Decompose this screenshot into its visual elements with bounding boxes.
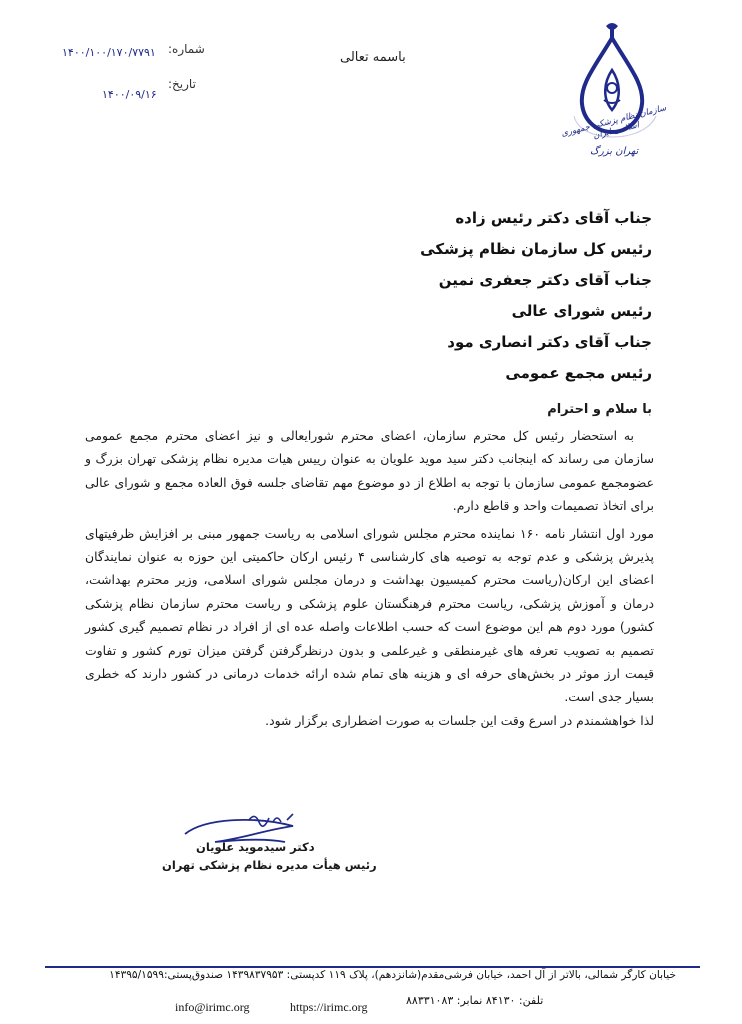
recipient-line: رئیس مجمع عمومی xyxy=(505,364,652,382)
recipient-line: رئیس شورای عالی xyxy=(511,302,652,320)
letter-number-label: شماره: xyxy=(168,42,205,56)
signatory-name: دکتر سیدموید علویان xyxy=(196,840,315,854)
recipient-line: جناب آقای دکتر رئیس زاده xyxy=(455,209,652,227)
logo-org-name: سازمان نظام پزشکی جمهوری اسلامی ایران xyxy=(560,103,668,142)
salutation: با سلام و احترام xyxy=(547,402,652,417)
letter-number-value: ۱۴۰۰/۱۰۰/۱۷۰/۷۷۹۱ xyxy=(62,46,156,59)
letter-date-label: تاریخ: xyxy=(168,77,196,91)
recipient-line: جناب آقای دکتر انصاری مود xyxy=(447,333,652,351)
footer-email-link[interactable]: info@irimc.org xyxy=(175,1000,250,1014)
body-paragraph-3: لذا خواهشمندم در اسرع وقت این جلسات به صورت اضطراری برگزار شود. xyxy=(265,712,654,728)
body-paragraph-2: مورد اول انتشار نامه ۱۶۰ نماینده محترم مجلس شورای اسلامی به ریاست جمهور مبنی بر افزایش ظرفیتهای پذیرش پزشکی و عدم توجه به توصیه های کارشناسی ۴ رئیس ارکان حاکمیتی این حوزه به عنوان نمایندگان اعضای این ارکان(ریاست محترم کمیسیون بهداشت و درمان مجلس شورای اسلامی، وزیر محترم بهداشت، درمان و آموزش پزشکی، ریاست محترم فرهنگستان علوم پزشکی و ریاست محترم سازمان نظام پزشکی کشور) مورد دوم هم این موضوع است که حسب اطلاعات واصله عده ای از افراد در نظام تصمیم گیری کشور تصمیم به تصویب تعرفه های غیرمنطقی و غیرعلمی و بدون درنظرگرفتن گرفتن میزان تورم کشور و تفاوت قیمت ارز موثر در بخش‌های حرفه ای و هزینه های تمام شده ارائه خدمات درمانی در کشور دارند که خطری بسیار جدی است. xyxy=(85,525,655,705)
body-paragraph-1: به استحضار رئیس کل محترم سازمان، اعضای محترم شورایعالی و نیز اعضای محترم مجمع عمومی سازمان می رساند که اینجانب دکتر سید موید علویان به عنوان رییس هیات مدیره نظام پزشکی تهران بزرگ و عضومجمع عمومی سازمان با توجه به اطلاع از دو موضوع مهم تقاضای جلسه فوق العاده مجمع و شورای عالی برای اتخاذ تصمیمات واحد و قاطع دارم. xyxy=(85,428,654,514)
footer-address: خیابان کارگر شمالی، بالاتر از آل احمد، خیابان فرشی‌مقدم(شانزدهم)، پلاک ۱۱۹ کدپستی: ۱۴۳۹۸۳۷۹۵۳ صندوق‌پستی:۱۴۳۹۵/۱۵۹۹ xyxy=(109,969,676,981)
signatory-title: رئیس هیأت مدیره نظام پزشکی تهران xyxy=(162,858,377,872)
recipient-line: جناب آقای دکتر جعفری نمین xyxy=(438,271,652,289)
footer-phone: تلفن: ۸۴۱۳۰ نمابر: ۸۸۳۳۱۰۸۳ xyxy=(406,994,544,1007)
bismillah-heading: باسمه تعالی xyxy=(340,50,406,65)
logo-branch: تهران بزرگ xyxy=(590,146,639,157)
footer-divider xyxy=(45,966,700,968)
letter-body xyxy=(85,424,654,732)
organization-logo xyxy=(560,18,680,168)
recipient-line: رئیس کل سازمان نظام پزشکی xyxy=(420,240,652,258)
footer-website-link[interactable]: https://irimc.org xyxy=(290,1000,368,1014)
letter-date-value: ۱۴۰۰/۰۹/۱۶ xyxy=(102,88,157,101)
recipients-block xyxy=(232,203,652,389)
